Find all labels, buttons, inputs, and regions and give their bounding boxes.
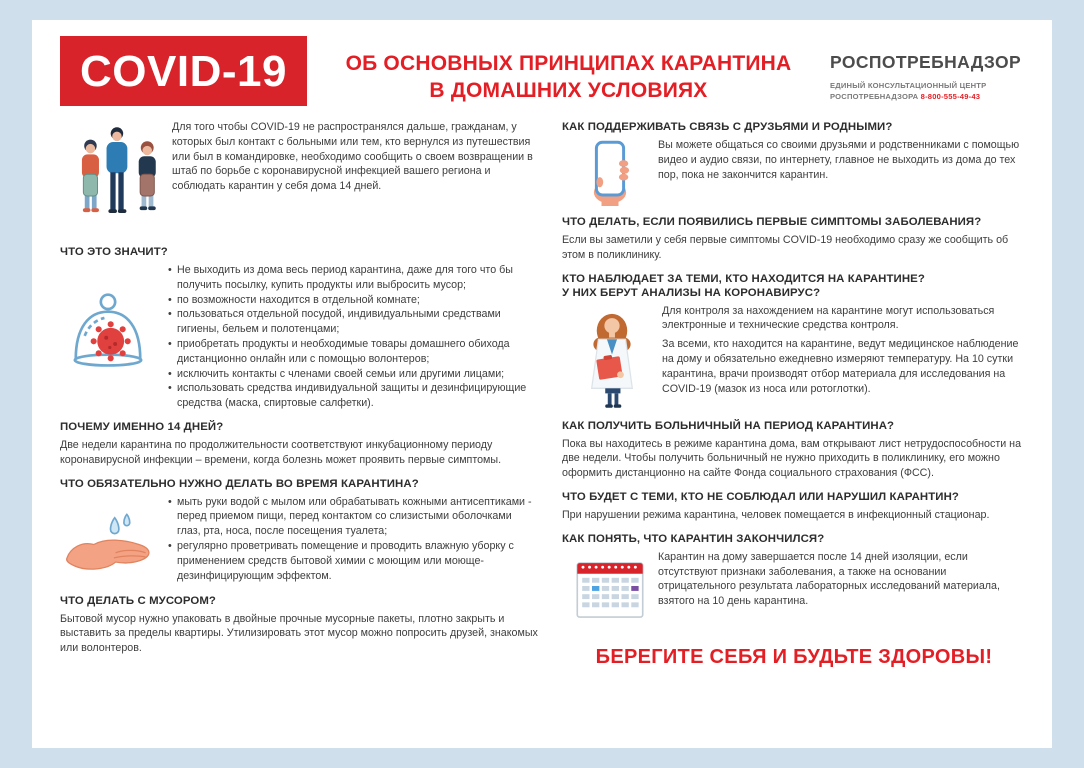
covid-badge: COVID-19 — [60, 36, 307, 106]
sick-leave-text: Пока вы находитесь в режиме карантина дома, вам открывают лист нетрудоспособности на две недели. Чтобы получить больничный не нужно приходить в поликлинику, его можно оформить дистанционно на сайте Фонда социального страхования (ФСС). — [562, 437, 1022, 480]
what-means-section — [60, 245, 538, 411]
must-do-heading: ЧТО ОБЯЗАТЕЛЬНО НУЖНО ДЕЛАТЬ ВО ВРЕМЯ КАРАНТИНА? — [60, 477, 419, 490]
agency-sub-line2: РОСПОТРЕБНАДЗОРА — [830, 92, 919, 101]
bullet-item: • пользоваться отдельной посудой, индивидуальными средствами гигиены, бельем и полотенцами; — [168, 307, 538, 337]
poster-page — [32, 20, 1052, 748]
why-14-days-text: Две недели карантина по продолжительности соответствуют инкубационному периоду коронавирусной инфекции – времени, когда болезнь может проявить первые симптомы. — [60, 438, 502, 466]
travelers-illustration — [63, 120, 169, 236]
quarantine-end-heading: КАК ПОНЯТЬ, ЧТО КАРАНТИН ЗАКОНЧИЛСЯ? — [562, 532, 825, 545]
quarantine-end-text: Карантин на дому завершается после 14 дней изоляции, если отсутствуют признаки заболевания, а также на основании отрицательного результата лабораторных исследований материала, взятого на 10 день карантина. — [658, 550, 1000, 608]
who-monitors-texts — [662, 304, 1026, 401]
must-do-list — [156, 495, 538, 584]
who-monitors-text2: За всеми, кто находится на карантине, ведут медицинское наблюдение на дому и обязательно ежедневно измеряют температуру. На 10 сутки карантина, врачи производят отбор материала для исследования на COVID-19 (мазок из носа или ротоглотки). — [662, 338, 1019, 395]
keep-in-touch-heading: КАК ПОДДЕРЖИВАТЬ СВЯЗЬ С ДРУЗЬЯМИ И РОДНЫМИ? — [562, 121, 893, 133]
doctor-illustration-wrap — [562, 304, 662, 410]
agency-name: РОСПОТРЕБНАДЗОР — [830, 52, 1022, 72]
calendar-icon-wrap — [562, 550, 658, 622]
hand-with-water-drops-icon — [62, 509, 154, 585]
bullet-item: • приобретать продукты и необходимые товары домашнего обихода дистанционно онлайн или с помощью волонтеров; — [168, 337, 538, 367]
intro-section — [60, 120, 538, 236]
left-column — [60, 120, 538, 669]
bullet-item: • по возможности находится в отдельной комнате; — [168, 293, 538, 308]
violation-text: При нарушении режима карантина, человек помещается в инфекционный стационар. — [562, 508, 990, 521]
must-do-section — [60, 477, 538, 585]
bullet-item: • использовать средства индивидуальной защиты и дезинфицирующие средства (маска, спиртовые салфетки). — [168, 381, 538, 411]
header — [60, 36, 1026, 106]
bullet-item: • мыть руки водой с мылом или обрабатывать кожными антисептиками - перед приемом пищи, перед контактом со слизистыми оболочками глаз, рта, носа, после посещения туалета; — [168, 495, 538, 539]
hand-wash-icon-wrap — [60, 495, 156, 585]
page-title — [307, 36, 830, 104]
who-monitors-section — [562, 272, 1026, 410]
who-monitors-heading-line2: У НИХ БЕРУТ АНАЛИЗЫ НА КОРОНАВИРУС? — [562, 286, 821, 299]
content-columns — [60, 120, 1026, 669]
trash-heading: ЧТО ДЕЛАТЬ С МУСОРОМ? — [60, 594, 216, 607]
hand-holding-phone-icon — [579, 138, 641, 206]
doctor-with-clipboard-illustration — [568, 304, 656, 410]
agency-sub-line1: ЕДИНЫЙ КОНСУЛЬТАЦИОННЫЙ ЦЕНТР — [830, 81, 987, 90]
footer-slogan: БЕРЕГИТЕ СЕБЯ И БУДЬТЕ ЗДОРОВЫ! — [595, 645, 993, 668]
travelers-illustration-wrap — [60, 120, 172, 236]
bullet-item: • Не выходить из дома весь период карантина, даже для того что бы получить посылку, купить продукты или выбросить мусор; — [168, 263, 538, 293]
first-symptoms-section — [562, 215, 1026, 263]
calendar-icon — [572, 550, 648, 622]
quarantine-end-section — [562, 532, 1026, 622]
why-14-days-heading: ПОЧЕМУ ИМЕННО 14 ДНЕЙ? — [60, 420, 224, 433]
phone-hand-icon-wrap — [562, 138, 658, 206]
bullet-item: • регулярно проветривать помещение и проводить влажную уборку с применением средств бытовой химии с моющим или моюще-дезинфицирующим эффектом. — [168, 539, 538, 583]
right-column — [562, 120, 1026, 669]
trash-section — [60, 594, 538, 656]
agency-subtitle — [830, 80, 1026, 102]
virus-dome-icon-wrap — [60, 263, 156, 381]
violation-heading: ЧТО БУДЕТ С ТЕМИ, КТО НЕ СОБЛЮДАЛ ИЛИ НАРУШИЛ КАРАНТИН? — [562, 490, 959, 503]
who-monitors-text1: Для контроля за нахождением на карантине могут использоваться электронные и технические средства контроля. — [662, 304, 995, 332]
agency-block — [830, 36, 1026, 102]
trash-text: Бытовой мусор нужно упаковать в двойные прочные мусорные пакеты, плотно закрыть и выставить за пределы квартиры. Утилизировать этот мусор можно попросить друзей, знакомых или волонтеров. — [60, 612, 538, 655]
what-means-list — [156, 263, 538, 411]
agency-phone: 8-800-555-49-43 — [920, 92, 981, 101]
bullet-item: • исключить контакты с членами своей семьи или другими лицами; — [168, 367, 538, 382]
why-14-days-section — [60, 420, 538, 468]
intro-text: Для того чтобы COVID-19 не распространялся дальше, гражданам, у которых был контакт с больными или тем, кто вернулся из путешествия или был в командировке, необходимо сообщить о своем возвращении в штаб по борьбе с коронавирусной инфекцией вашего региона и соблюдать карантин у себя дома 14 дней. — [172, 121, 533, 193]
first-symptoms-text: Если вы заметили у себя первые симптомы COVID-19 необходимо сразу же сообщить об этом в поликлинику. — [562, 234, 1009, 261]
what-means-heading: ЧТО ЭТО ЗНАЧИТ? — [60, 246, 168, 258]
title-line-2: В ДОМАШНИХ УСЛОВИЯХ — [429, 79, 708, 102]
sick-leave-section — [562, 419, 1026, 481]
first-symptoms-heading: ЧТО ДЕЛАТЬ, ЕСЛИ ПОЯВИЛИСЬ ПЕРВЫЕ СИМПТОМЫ ЗАБОЛЕВАНИЯ? — [562, 216, 982, 228]
keep-in-touch-section — [562, 120, 1026, 206]
sick-leave-heading: КАК ПОЛУЧИТЬ БОЛЬНИЧНЫЙ НА ПЕРИОД КАРАНТИНА? — [562, 419, 895, 432]
keep-in-touch-text: Вы можете общаться со своими друзьями и родственниками с помощью видео и аудио связи, по интернету, главное не выходить из дома до тех пор, пока не закончится карантин. — [658, 139, 1020, 181]
violation-section — [562, 490, 1026, 523]
title-line-1: ОБ ОСНОВНЫХ ПРИНЦИПАХ КАРАНТИНА — [345, 52, 792, 75]
who-monitors-heading-line1: КТО НАБЛЮДАЕТ ЗА ТЕМИ, КТО НАХОДИТСЯ НА КАРАНТИНЕ? — [562, 272, 925, 285]
virus-under-glass-dome-icon — [65, 289, 151, 381]
